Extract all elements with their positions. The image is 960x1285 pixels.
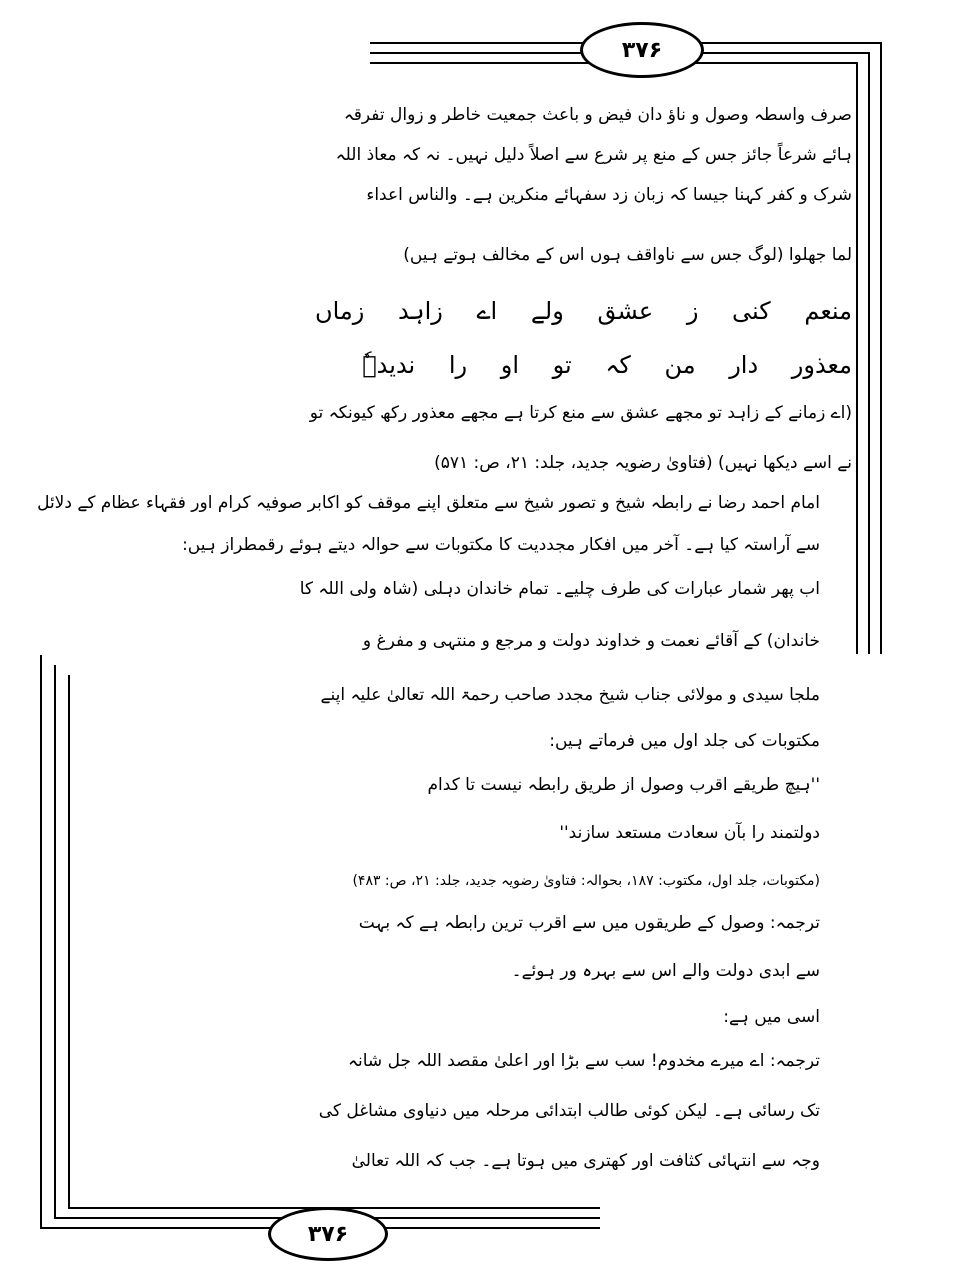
text-line-19: سے ابدی دولت والے اس سے بہرہ ور ہوئے۔ [511,961,820,981]
text-line-22: تک رسائی ہے۔ لیکن کوئی طالب ابتدائی مرحلہ میں دنیاوی مشاغل کی [318,1101,820,1121]
text-line-8: نے اسے دیکھا نہیں) (فتاویٰ رضویہ جدید، جلد: ۲۱، ص: ۵۷۱) [434,453,852,473]
text-line-7: (اے زمانے کے زاہد تو مجھے عشق سے منع کرتا ہے مجھے معذور رکھ کیونکہ تو [309,403,852,423]
text-line-5: منعم کنی ز عشق ولے اے زاہد زماں [314,297,852,325]
text-line-13: ملجا سیدی و مولائی جناب شیخ مجدد صاحب رحمۃ اللہ تعالیٰ علیہ اپنے [320,685,820,705]
page-number-top [580,22,704,78]
text-line-3: شرک و کفر کہنا جیسا کہ زبان زد سفہائے منکرین ہے۔ والناس اعداء [366,185,852,205]
text-line-14: مکتوبات کی جلد اول میں فرماتے ہیں: [549,731,820,751]
page-number-bottom [268,1207,388,1261]
frame-left-line-3 [68,675,70,1208]
frame-right-line-3 [856,62,858,654]
text-line-20: اسی میں ہے: [723,1007,820,1027]
text-line-10: سے آراستہ کیا ہے۔ آخر میں افکار مجددیت کا مکتوبات سے حوالہ دیتے ہوئے رقمطراز ہیں: [182,535,820,555]
text-line-15: ''ہیچ طریقے اقرب وصول از طریق رابطہ نیست تا کدام [427,775,820,795]
page-number-top-text: ۳۷۶ [621,37,663,63]
frame-left-line-1 [40,655,42,1228]
text-line-9: امام احمد رضا نے رابطہ شیخ و تصور شیخ سے متعلق اپنے موقف کو اکابر صوفیہ کرام اور فقہاء عظام کے دلائل [37,493,820,513]
page-number-bottom-text: ۳۷۶ [307,1221,349,1247]
text-line-6: معذور دار من کہ تو او را ندیدہٗ [362,351,852,379]
text-line-1: صرف واسطہ وصول و ناؤ دان فیض و باعث جمعیت خاطر و زوال تفرقہ [343,105,852,125]
text-line-16: دولتمند را بآن سعادت مستعد سازند'' [559,823,820,843]
text-line-23: وجہ سے انتہائی کثافت اور کھتری میں ہوتا ہے۔ جب کہ اللہ تعالیٰ [351,1151,820,1171]
text-line-18: ترجمہ: وصول کے طریقوں میں سے اقرب ترین رابطہ ہے کہ بہت [358,913,820,933]
frame-right-line-2 [868,52,870,654]
text-line-21: ترجمہ: اے میرے مخدوم! سب سے بڑا اور اعلیٰ مقصد اللہ جل شانہ [348,1051,820,1071]
text-line-2: ہائے شرعاً جائز جس کے منع پر شرع سے اصلاً دلیل نہیں۔ نہ کہ معاذ اللہ [335,145,852,165]
text-line-12: خاندان) کے آقائے نعمت و خداوند دولت و مرجع و منتہی و مفرغ و [362,631,820,651]
frame-right-line-1 [880,42,882,654]
text-line-11: اب پھر شمار عبارات کی طرف چلیے۔ تمام خاندان دہلی (شاہ ولی اللہ کا [299,579,820,599]
text-line-17: (مکتوبات، جلد اول، مکتوب: ۱۸۷، بحوالہ: فتاویٰ رضویہ جدید، جلد: ۲۱، ص: ۴۸۳) [352,873,820,889]
text-line-4: لما جھلوا (لوگ جس سے ناواقف ہوں اس کے مخالف ہوتے ہیں) [403,245,852,265]
frame-left-line-2 [54,665,56,1218]
